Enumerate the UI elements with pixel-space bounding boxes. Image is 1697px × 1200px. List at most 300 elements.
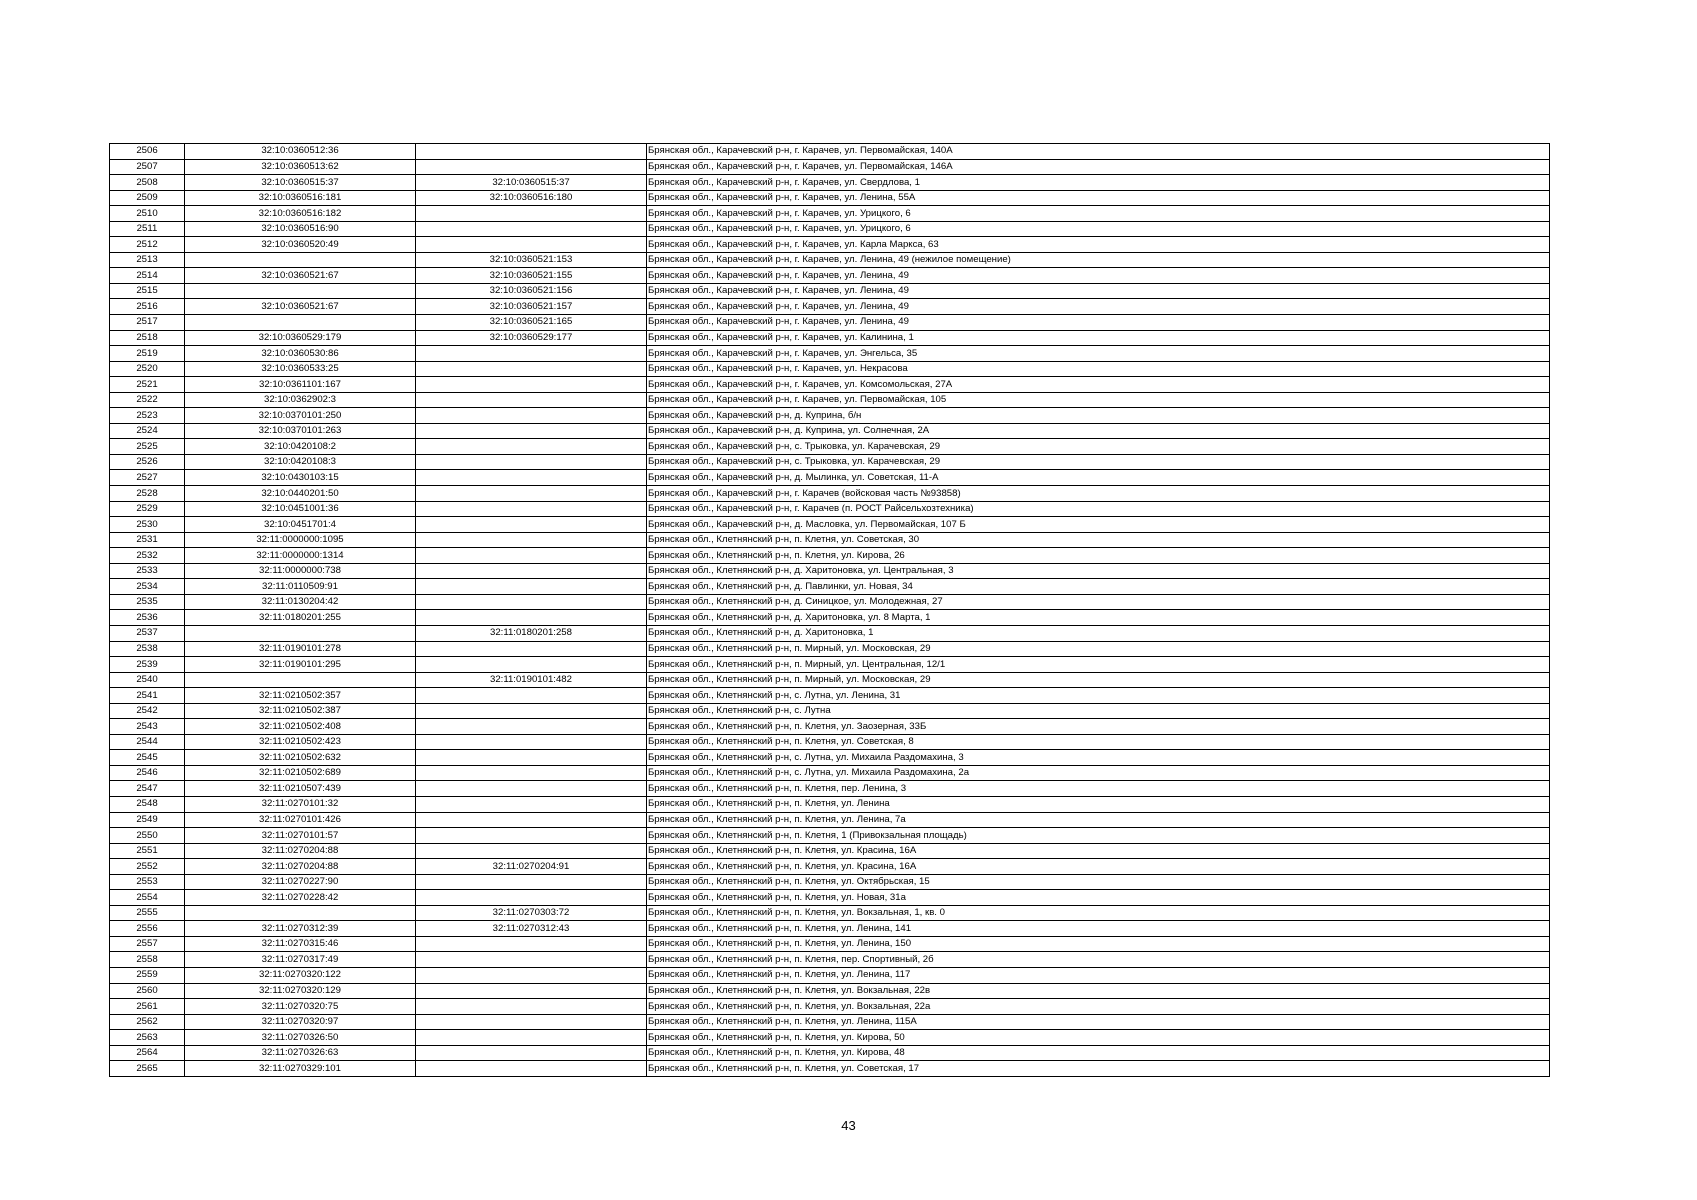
address-cell: Брянская обл., Клетнянский р-н, с. Лутна, ул. Михаила Раздомахина, 2а [647,765,1550,781]
building-cadastral-number-cell [416,983,647,999]
cadastral-number-cell: 32:11:0270315:46 [185,936,416,952]
cadastral-number-cell: 32:10:0360515:37 [185,175,416,191]
address-cell: Брянская обл., Клетнянский р-н, п. Клетня, ул. Кирова, 50 [647,1030,1550,1046]
building-cadastral-number-cell [416,486,647,502]
cadastral-number-cell: 32:11:0270204:88 [185,843,416,859]
cadastral-number-cell: 32:10:0360530:86 [185,346,416,362]
table-row [110,470,1550,486]
table-row [110,812,1550,828]
building-cadastral-number-cell [416,765,647,781]
building-cadastral-number-cell [416,392,647,408]
address-cell: Брянская обл., Клетнянский р-н, п. Клетня, пер. Спортивный, 2б [647,952,1550,968]
cadastral-number-cell: 32:10:0360520:49 [185,237,416,253]
cadastral-number-cell [185,672,416,688]
table-row [110,983,1550,999]
registry-table [109,143,1550,1077]
address-cell: Брянская обл., Клетнянский р-н, д. Харитоновка, ул. 8 Марта, 1 [647,610,1550,626]
address-cell: Брянская обл., Карачевский р-н, г. Карачев, ул. Комсомольская, 27А [647,377,1550,393]
address-cell: Брянская обл., Карачевский р-н, с. Трыковка, ул. Карачевская, 29 [647,454,1550,470]
table-row [110,346,1550,362]
cadastral-number-cell: 32:10:0430103:15 [185,470,416,486]
cadastral-number-cell: 32:11:0270320:129 [185,983,416,999]
table-row [110,144,1550,160]
address-cell: Брянская обл., Клетнянский р-н, д. Синицкое, ул. Молодежная, 27 [647,594,1550,610]
table-row [110,688,1550,704]
building-cadastral-number-cell [416,952,647,968]
table-row [110,999,1550,1015]
row-number-cell: 2539 [110,657,185,673]
building-cadastral-number-cell [416,144,647,160]
row-number-cell: 2510 [110,206,185,222]
building-cadastral-number-cell: 32:11:0270312:43 [416,921,647,937]
table-row [110,454,1550,470]
row-number-cell: 2561 [110,999,185,1015]
row-number-cell: 2534 [110,579,185,595]
address-cell: Брянская обл., Карачевский р-н, г. Карачев, ул. Ленина, 49 (нежилое помещение) [647,252,1550,268]
cadastral-number-cell: 32:11:0270101:57 [185,828,416,844]
address-cell: Брянская обл., Карачевский р-н, г. Карачев, ул. Энгельса, 35 [647,346,1550,362]
table-row [110,828,1550,844]
building-cadastral-number-cell [416,610,647,626]
cadastral-number-cell: 32:11:0210507:439 [185,781,416,797]
table-row [110,734,1550,750]
address-cell: Брянская обл., Карачевский р-н, д. Масловка, ул. Первомайская, 107 Б [647,517,1550,533]
cadastral-number-cell: 32:10:0370101:250 [185,408,416,424]
row-number-cell: 2513 [110,252,185,268]
address-cell: Брянская обл., Клетнянский р-н, д. Павлинки, ул. Новая, 34 [647,579,1550,595]
building-cadastral-number-cell [416,641,647,657]
cadastral-number-cell: 32:10:0420108:3 [185,454,416,470]
row-number-cell: 2514 [110,268,185,284]
row-number-cell: 2549 [110,812,185,828]
building-cadastral-number-cell [416,1045,647,1061]
cadastral-number-cell [185,252,416,268]
cadastral-number-cell: 32:11:0000000:1095 [185,532,416,548]
table-row [110,859,1550,875]
row-number-cell: 2550 [110,828,185,844]
address-cell: Брянская обл., Клетнянский р-н, п. Клетня, ул. Вокзальная, 22а [647,999,1550,1015]
building-cadastral-number-cell [416,874,647,890]
building-cadastral-number-cell: 32:10:0360515:37 [416,175,647,191]
cadastral-number-cell: 32:10:0360533:25 [185,361,416,377]
cadastral-number-cell: 32:11:0270228:42 [185,890,416,906]
table-row [110,1061,1550,1077]
page-number: 43 [841,1118,856,1133]
row-number-cell: 2557 [110,936,185,952]
row-number-cell: 2563 [110,1030,185,1046]
row-number-cell: 2522 [110,392,185,408]
cadastral-number-cell: 32:11:0270320:122 [185,967,416,983]
building-cadastral-number-cell [416,501,647,517]
row-number-cell: 2547 [110,781,185,797]
table-row [110,377,1550,393]
building-cadastral-number-cell: 32:10:0360521:157 [416,299,647,315]
cadastral-number-cell: 32:11:0270326:63 [185,1045,416,1061]
cadastral-number-cell: 32:11:0210502:632 [185,750,416,766]
row-number-cell: 2518 [110,330,185,346]
table-row [110,299,1550,315]
building-cadastral-number-cell [416,796,647,812]
building-cadastral-number-cell: 32:10:0360521:165 [416,315,647,331]
building-cadastral-number-cell [416,237,647,253]
cadastral-number-cell: 32:10:0362902:3 [185,392,416,408]
building-cadastral-number-cell [416,828,647,844]
cadastral-number-cell: 32:10:0440201:50 [185,486,416,502]
row-number-cell: 2540 [110,672,185,688]
cadastral-number-cell: 32:10:0360516:182 [185,206,416,222]
building-cadastral-number-cell [416,346,647,362]
building-cadastral-number-cell [416,890,647,906]
table-row [110,890,1550,906]
building-cadastral-number-cell [416,470,647,486]
building-cadastral-number-cell: 32:10:0360521:156 [416,283,647,299]
address-cell: Брянская обл., Клетнянский р-н, д. Харитоновка, ул. Центральная, 3 [647,563,1550,579]
cadastral-number-cell: 32:10:0360512:36 [185,144,416,160]
cadastral-number-cell [185,283,416,299]
table-row [110,423,1550,439]
building-cadastral-number-cell [416,423,647,439]
table-row [110,579,1550,595]
row-number-cell: 2546 [110,765,185,781]
building-cadastral-number-cell [416,221,647,237]
row-number-cell: 2552 [110,859,185,875]
table-row [110,190,1550,206]
table-row [110,672,1550,688]
address-cell: Брянская обл., Клетнянский р-н, с. Лутна, ул. Ленина, 31 [647,688,1550,704]
address-cell: Брянская обл., Карачевский р-н, г. Карачев, ул. Калинина, 1 [647,330,1550,346]
row-number-cell: 2509 [110,190,185,206]
address-cell: Брянская обл., Карачевский р-н, с. Трыковка, ул. Карачевская, 29 [647,439,1550,455]
row-number-cell: 2525 [110,439,185,455]
address-cell: Брянская обл., Клетнянский р-н, п. Клетня, ул. Ленина, 141 [647,921,1550,937]
address-cell: Брянская обл., Карачевский р-н, д. Мылинка, ул. Советская, 11-А [647,470,1550,486]
table-row [110,439,1550,455]
address-cell: Брянская обл., Карачевский р-н, д. Куприна, б/н [647,408,1550,424]
address-cell: Брянская обл., Клетнянский р-н, п. Клетня, ул. Кирова, 48 [647,1045,1550,1061]
table-row [110,408,1550,424]
table-row [110,330,1550,346]
address-cell: Брянская обл., Карачевский р-н, г. Карачев, ул. Свердлова, 1 [647,175,1550,191]
building-cadastral-number-cell [416,1061,647,1077]
row-number-cell: 2542 [110,703,185,719]
row-number-cell: 2506 [110,144,185,160]
table-row [110,719,1550,735]
building-cadastral-number-cell [416,361,647,377]
address-cell: Брянская обл., Клетнянский р-н, п. Клетня, ул. Вокзальная, 22в [647,983,1550,999]
table-row [110,952,1550,968]
building-cadastral-number-cell: 32:10:0360521:155 [416,268,647,284]
address-cell: Брянская обл., Клетнянский р-н, п. Мирный, ул. Московская, 29 [647,672,1550,688]
address-cell: Брянская обл., Карачевский р-н, г. Карачев (войсковая часть №93858) [647,486,1550,502]
table-row [110,392,1550,408]
row-number-cell: 2544 [110,734,185,750]
building-cadastral-number-cell [416,377,647,393]
cadastral-number-cell: 32:11:0270326:50 [185,1030,416,1046]
table-row [110,252,1550,268]
building-cadastral-number-cell [416,439,647,455]
address-cell: Брянская обл., Карачевский р-н, г. Карачев, ул. Первомайская, 105 [647,392,1550,408]
table-row [110,501,1550,517]
row-number-cell: 2528 [110,486,185,502]
row-number-cell: 2532 [110,548,185,564]
address-cell: Брянская обл., Карачевский р-н, г. Карачев, ул. Ленина, 49 [647,283,1550,299]
address-cell: Брянская обл., Клетнянский р-н, п. Клетня, ул. Заозерная, 33Б [647,719,1550,735]
cadastral-number-cell: 32:11:0270101:426 [185,812,416,828]
row-number-cell: 2523 [110,408,185,424]
cadastral-number-cell [185,625,416,641]
building-cadastral-number-cell [416,734,647,750]
address-cell: Брянская обл., Клетнянский р-н, с. Лутна [647,703,1550,719]
table-row [110,1030,1550,1046]
table-row [110,905,1550,921]
table-row [110,237,1550,253]
address-cell: Брянская обл., Карачевский р-н, г. Карачев, ул. Ленина, 49 [647,299,1550,315]
cadastral-number-cell: 32:10:0451701:4 [185,517,416,533]
row-number-cell: 2524 [110,423,185,439]
table-row [110,517,1550,533]
address-cell: Брянская обл., Карачевский р-н, г. Карачев, ул. Урицкого, 6 [647,206,1550,222]
cadastral-number-cell: 32:11:0210502:423 [185,734,416,750]
cadastral-number-cell [185,905,416,921]
address-cell: Брянская обл., Карачевский р-н, д. Куприна, ул. Солнечная, 2А [647,423,1550,439]
table-row [110,967,1550,983]
cadastral-number-cell: 32:10:0360521:67 [185,268,416,284]
table-row [110,610,1550,626]
building-cadastral-number-cell: 32:11:0270303:72 [416,905,647,921]
cadastral-number-cell: 32:11:0270317:49 [185,952,416,968]
address-cell: Брянская обл., Клетнянский р-н, п. Клетня, ул. Красина, 16А [647,859,1550,875]
table-row [110,361,1550,377]
building-cadastral-number-cell: 32:10:0360516:180 [416,190,647,206]
row-number-cell: 2554 [110,890,185,906]
cadastral-number-cell: 32:11:0210502:357 [185,688,416,704]
row-number-cell: 2558 [110,952,185,968]
address-cell: Брянская обл., Карачевский р-н, г. Карачев, ул. Ленина, 49 [647,315,1550,331]
address-cell: Брянская обл., Карачевский р-н, г. Карачев, ул. Ленина, 55А [647,190,1550,206]
table-row [110,175,1550,191]
row-number-cell: 2556 [110,921,185,937]
cadastral-number-cell: 32:11:0210502:387 [185,703,416,719]
address-cell: Брянская обл., Клетнянский р-н, п. Клетня, ул. Советская, 30 [647,532,1550,548]
table-row [110,657,1550,673]
table-row [110,283,1550,299]
address-cell: Брянская обл., Клетнянский р-н, п. Мирный, ул. Московская, 29 [647,641,1550,657]
building-cadastral-number-cell [416,688,647,704]
building-cadastral-number-cell [416,657,647,673]
cadastral-number-cell: 32:11:0270312:39 [185,921,416,937]
address-cell: Брянская обл., Карачевский р-н, г. Карачев (п. РОСТ Райсельхозтехника) [647,501,1550,517]
cadastral-number-cell: 32:11:0190101:278 [185,641,416,657]
address-cell: Брянская обл., Клетнянский р-н, п. Клетня, пер. Ленина, 3 [647,781,1550,797]
cadastral-number-cell: 32:11:0270320:97 [185,1014,416,1030]
cadastral-number-cell: 32:11:0270101:32 [185,796,416,812]
address-cell: Брянская обл., Клетнянский р-н, п. Клетня, ул. Ленина, 117 [647,967,1550,983]
cadastral-number-cell: 32:11:0270227:90 [185,874,416,890]
row-number-cell: 2541 [110,688,185,704]
row-number-cell: 2537 [110,625,185,641]
row-number-cell: 2545 [110,750,185,766]
address-cell: Брянская обл., Клетнянский р-н, п. Клетня, ул. Ленина, 115А [647,1014,1550,1030]
building-cadastral-number-cell [416,408,647,424]
building-cadastral-number-cell [416,206,647,222]
building-cadastral-number-cell [416,719,647,735]
row-number-cell: 2562 [110,1014,185,1030]
address-cell: Брянская обл., Клетнянский р-н, п. Клетня, ул. Ленина, 150 [647,936,1550,952]
row-number-cell: 2508 [110,175,185,191]
table-row [110,936,1550,952]
table-row [110,1014,1550,1030]
row-number-cell: 2517 [110,315,185,331]
cadastral-number-cell: 32:10:0360516:181 [185,190,416,206]
row-number-cell: 2533 [110,563,185,579]
building-cadastral-number-cell [416,579,647,595]
address-cell: Брянская обл., Карачевский р-н, г. Карачев, ул. Некрасова [647,361,1550,377]
table-row [110,641,1550,657]
row-number-cell: 2521 [110,377,185,393]
building-cadastral-number-cell: 32:11:0270204:91 [416,859,647,875]
row-number-cell: 2536 [110,610,185,626]
building-cadastral-number-cell [416,563,647,579]
cadastral-number-cell [185,315,416,331]
table-row [110,921,1550,937]
row-number-cell: 2543 [110,719,185,735]
cadastral-number-cell: 32:10:0361101:167 [185,377,416,393]
row-number-cell: 2529 [110,501,185,517]
row-number-cell: 2516 [110,299,185,315]
row-number-cell: 2551 [110,843,185,859]
table-row [110,703,1550,719]
address-cell: Брянская обл., Клетнянский р-н, п. Клетня, ул. Советская, 17 [647,1061,1550,1077]
row-number-cell: 2560 [110,983,185,999]
address-cell: Брянская обл., Карачевский р-н, г. Карачев, ул. Первомайская, 140А [647,144,1550,160]
building-cadastral-number-cell [416,750,647,766]
table-row [110,221,1550,237]
address-cell: Брянская обл., Клетнянский р-н, п. Клетня, ул. Ленина, 7а [647,812,1550,828]
table-row [110,843,1550,859]
table-row [110,159,1550,175]
row-number-cell: 2565 [110,1061,185,1077]
row-number-cell: 2535 [110,594,185,610]
building-cadastral-number-cell [416,703,647,719]
row-number-cell: 2507 [110,159,185,175]
building-cadastral-number-cell: 32:10:0360529:177 [416,330,647,346]
building-cadastral-number-cell [416,159,647,175]
row-number-cell: 2519 [110,346,185,362]
table-row [110,781,1550,797]
cadastral-number-cell: 32:11:0270329:101 [185,1061,416,1077]
row-number-cell: 2548 [110,796,185,812]
table-row [110,563,1550,579]
cadastral-number-cell: 32:10:0420108:2 [185,439,416,455]
cadastral-number-cell: 32:11:0130204:42 [185,594,416,610]
address-cell: Брянская обл., Карачевский р-н, г. Карачев, ул. Ленина, 49 [647,268,1550,284]
row-number-cell: 2515 [110,283,185,299]
row-number-cell: 2511 [110,221,185,237]
cadastral-number-cell: 32:11:0000000:738 [185,563,416,579]
row-number-cell: 2520 [110,361,185,377]
address-cell: Брянская обл., Клетнянский р-н, п. Клетня, ул. Красина, 16А [647,843,1550,859]
address-cell: Брянская обл., Клетнянский р-н, п. Клетня, ул. Новая, 31а [647,890,1550,906]
building-cadastral-number-cell [416,999,647,1015]
row-number-cell: 2526 [110,454,185,470]
table-row [110,268,1550,284]
table-row [110,532,1550,548]
table-row [110,796,1550,812]
address-cell: Брянская обл., Клетнянский р-н, с. Лутна, ул. Михаила Раздомахина, 3 [647,750,1550,766]
table-row [110,874,1550,890]
cadastral-number-cell: 32:10:0360529:179 [185,330,416,346]
cadastral-number-cell: 32:10:0370101:263 [185,423,416,439]
address-cell: Брянская обл., Клетнянский р-н, п. Клетня, ул. Кирова, 26 [647,548,1550,564]
cadastral-number-cell: 32:10:0360513:62 [185,159,416,175]
building-cadastral-number-cell [416,594,647,610]
cadastral-number-cell: 32:10:0451001:36 [185,501,416,517]
building-cadastral-number-cell [416,1030,647,1046]
address-cell: Брянская обл., Клетнянский р-н, п. Клетня, ул. Октябрьская, 15 [647,874,1550,890]
building-cadastral-number-cell [416,967,647,983]
table-row [110,1045,1550,1061]
building-cadastral-number-cell [416,532,647,548]
address-cell: Брянская обл., Карачевский р-н, г. Карачев, ул. Урицкого, 6 [647,221,1550,237]
cadastral-number-cell: 32:11:0210502:689 [185,765,416,781]
address-cell: Брянская обл., Клетнянский р-н, п. Клетня, ул. Советская, 8 [647,734,1550,750]
building-cadastral-number-cell: 32:10:0360521:153 [416,252,647,268]
cadastral-number-cell: 32:11:0000000:1314 [185,548,416,564]
building-cadastral-number-cell [416,781,647,797]
table-row [110,765,1550,781]
building-cadastral-number-cell [416,843,647,859]
row-number-cell: 2530 [110,517,185,533]
address-cell: Брянская обл., Клетнянский р-н, п. Клетня, ул. Ленина [647,796,1550,812]
row-number-cell: 2553 [110,874,185,890]
building-cadastral-number-cell [416,936,647,952]
cadastral-number-cell: 32:10:0360516:90 [185,221,416,237]
building-cadastral-number-cell: 32:11:0190101:482 [416,672,647,688]
building-cadastral-number-cell [416,517,647,533]
table-row [110,315,1550,331]
building-cadastral-number-cell [416,1014,647,1030]
cadastral-number-cell: 32:11:0180201:255 [185,610,416,626]
row-number-cell: 2538 [110,641,185,657]
address-cell: Брянская обл., Клетнянский р-н, п. Клетня, ул. Вокзальная, 1, кв. 0 [647,905,1550,921]
address-cell: Брянская обл., Карачевский р-н, г. Карачев, ул. Первомайская, 146А [647,159,1550,175]
cadastral-number-cell: 32:11:0270204:88 [185,859,416,875]
row-number-cell: 2555 [110,905,185,921]
cadastral-number-cell: 32:11:0270320:75 [185,999,416,1015]
table-row [110,625,1550,641]
building-cadastral-number-cell [416,812,647,828]
table-row [110,486,1550,502]
cadastral-number-cell: 32:10:0360521:67 [185,299,416,315]
cadastral-number-cell: 32:11:0210502:408 [185,719,416,735]
table-row [110,594,1550,610]
building-cadastral-number-cell: 32:11:0180201:258 [416,625,647,641]
building-cadastral-number-cell [416,454,647,470]
row-number-cell: 2559 [110,967,185,983]
table-row [110,548,1550,564]
row-number-cell: 2564 [110,1045,185,1061]
row-number-cell: 2531 [110,532,185,548]
registry-table-body [110,144,1550,1077]
address-cell: Брянская обл., Клетнянский р-н, п. Мирный, ул. Центральная, 12/1 [647,657,1550,673]
table-row [110,206,1550,222]
row-number-cell: 2512 [110,237,185,253]
address-cell: Брянская обл., Клетнянский р-н, д. Харитоновка, 1 [647,625,1550,641]
row-number-cell: 2527 [110,470,185,486]
cadastral-number-cell: 32:11:0110509:91 [185,579,416,595]
building-cadastral-number-cell [416,548,647,564]
table-row [110,750,1550,766]
